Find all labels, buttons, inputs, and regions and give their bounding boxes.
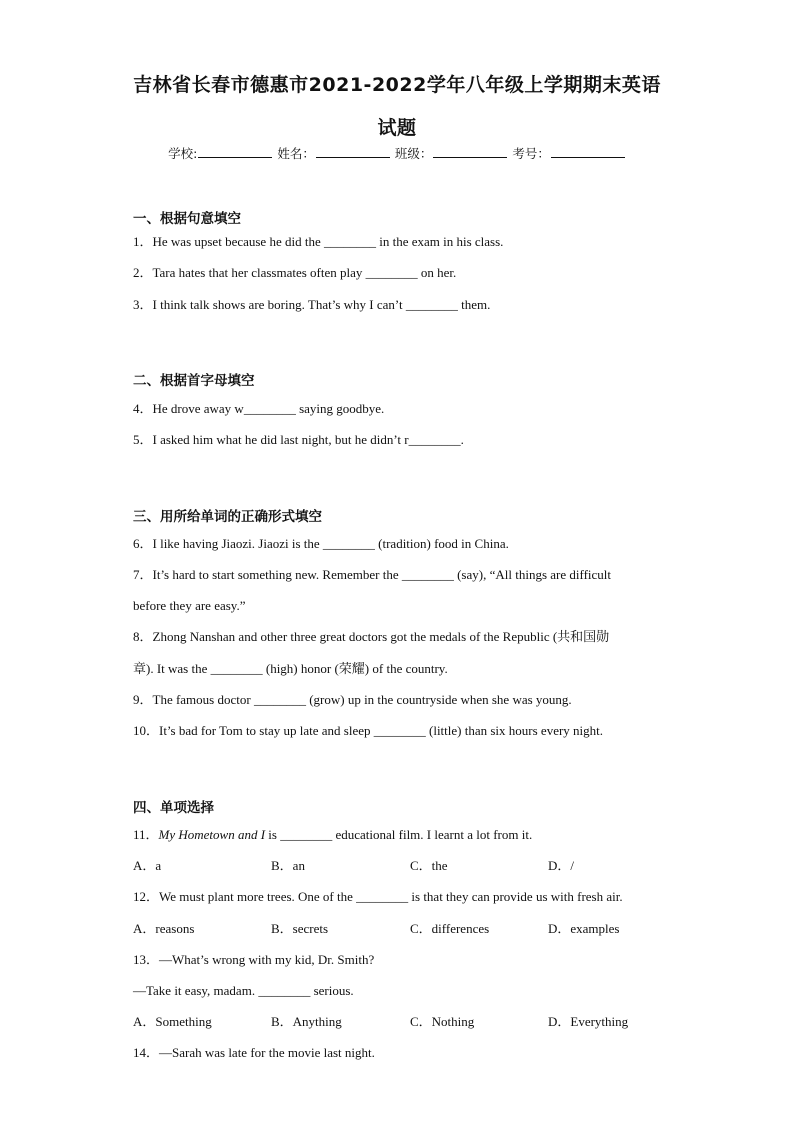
question-12: 12．We must plant more trees. One of the ________ is that they can provide us with fresh air. xyxy=(133,889,623,904)
question-2: 2．Tara hates that her classmates often play ________ on her. xyxy=(133,265,457,280)
student-info-line xyxy=(0,144,794,162)
question-6: 6．I like having Jiaozi. Jiaozi is the ________ (tradition) food in China. xyxy=(133,536,509,551)
question-8-line-1: 8．Zhong Nanshan and other three great doctors got the medals of the Republic (共和国勋 xyxy=(133,629,610,644)
name-label: 姓名： xyxy=(277,146,315,161)
q11-option-d[interactable]: D．/ xyxy=(548,858,575,873)
exam-number-blank[interactable] xyxy=(551,145,625,158)
q13-option-b[interactable]: B．Anything xyxy=(271,1014,342,1029)
school-label: 学校: xyxy=(168,146,198,161)
section-heading-3: 三、用所给单词的正确形式填空 xyxy=(133,509,322,525)
question-1: 1．He was upset because he did the ________ in the exam in his class. xyxy=(133,234,504,249)
question-14: 14．—Sarah was late for the movie last night. xyxy=(133,1045,375,1060)
question-5: 5．I asked him what he did last night, but he didn’t r________. xyxy=(133,432,464,447)
question-3: 3．I think talk shows are boring. That’s why I can’t ________ them. xyxy=(133,297,491,312)
question-7-line-2: before they are easy.” xyxy=(133,598,246,613)
film-title: My Hometown and I xyxy=(158,827,266,842)
q13-option-a[interactable]: A．Something xyxy=(133,1014,212,1029)
question-11-text: is ________ educational film. I learnt a lot from it. xyxy=(265,827,533,842)
school-blank[interactable] xyxy=(198,145,272,158)
question-13-line-2: —Take it easy, madam. ________ serious. xyxy=(133,983,354,998)
class-label: 班级： xyxy=(394,146,433,161)
question-13-line-1: 13．—What’s wrong with my kid, Dr. Smith? xyxy=(133,952,375,967)
section-heading-2: 二、根据首字母填空 xyxy=(133,373,255,389)
q13-option-d[interactable]: D．Everything xyxy=(548,1014,629,1029)
q11-option-a[interactable]: A．a xyxy=(133,858,162,873)
question-11-number: 11． xyxy=(133,827,159,842)
class-blank[interactable] xyxy=(433,145,507,158)
section-heading-4: 四、单项选择 xyxy=(133,800,214,816)
question-11 xyxy=(133,827,693,843)
exam-title-line-2: 试题 xyxy=(377,117,417,139)
q12-option-a[interactable]: A．reasons xyxy=(133,921,195,936)
q13-option-c[interactable]: C．Nothing xyxy=(410,1014,475,1029)
q11-option-b[interactable]: B．an xyxy=(271,858,305,873)
exam-title-line-1: 吉林省长春市德惠市2021-2022学年八年级上学期期末英语 xyxy=(133,74,661,96)
section-heading-1: 一、根据句意填空 xyxy=(133,211,241,227)
q12-option-d[interactable]: D．examples xyxy=(548,921,620,936)
exam-number-label: 考号： xyxy=(512,146,550,161)
question-10: 10．It’s bad for Tom to stay up late and sleep ________ (little) than six hours every night. xyxy=(133,723,604,738)
question-7-line-1: 7．It’s hard to start something new. Remember the ________ (say), “All things are difficult xyxy=(133,567,612,582)
question-9: 9．The famous doctor ________ (grow) up in the countryside when she was young. xyxy=(133,692,572,707)
q11-option-c[interactable]: C．the xyxy=(410,858,448,873)
question-8-line-2: 章). It was the ________ (high) honor (荣耀) of the country. xyxy=(133,661,448,676)
name-blank[interactable] xyxy=(316,145,390,158)
q12-option-b[interactable]: B．secrets xyxy=(271,921,329,936)
q12-option-c[interactable]: C．differences xyxy=(410,921,490,936)
question-4: 4．He drove away w________ saying goodbye. xyxy=(133,401,385,416)
